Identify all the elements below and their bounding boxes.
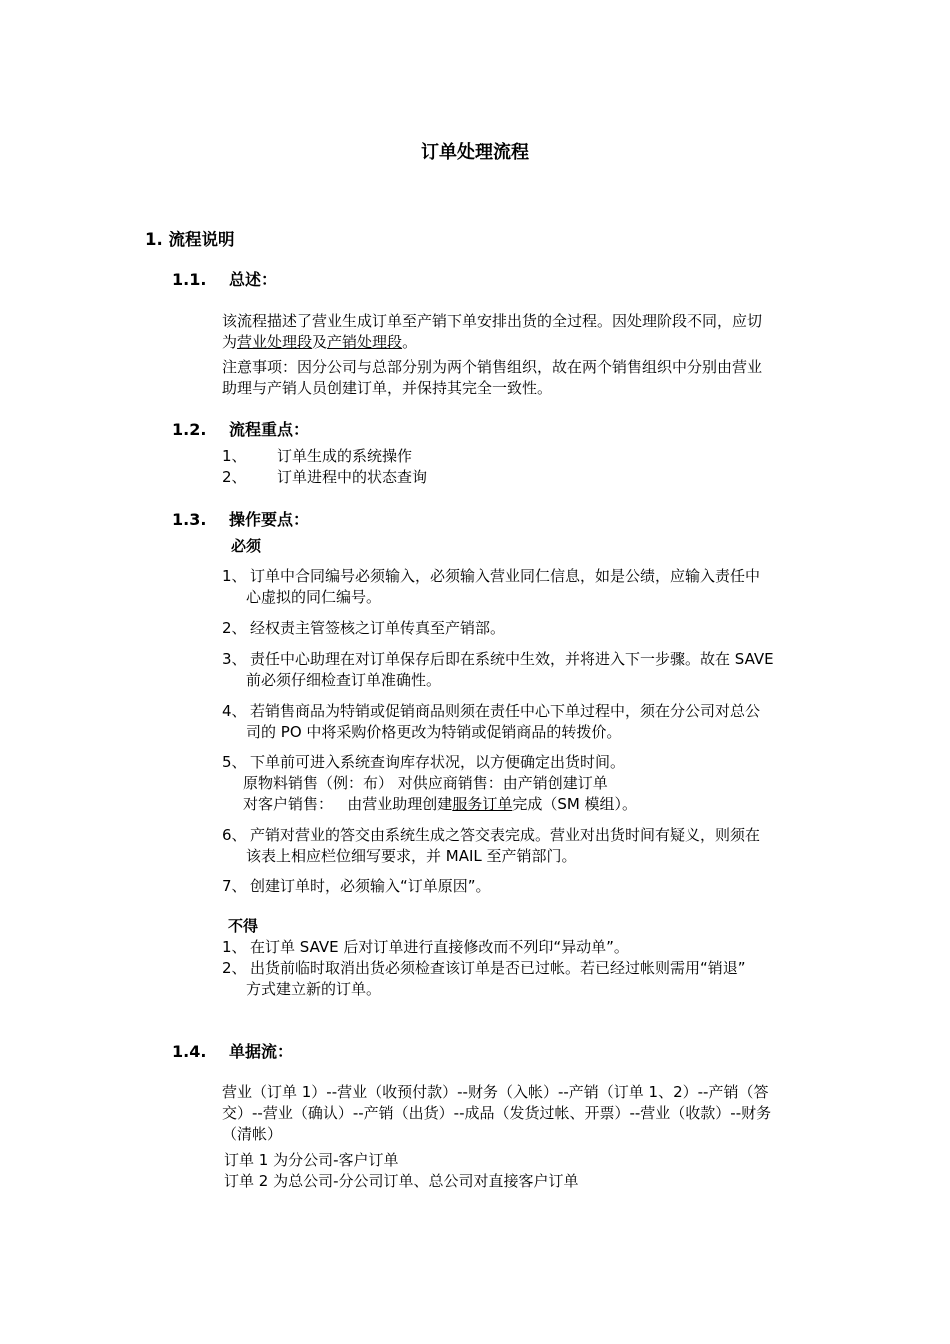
must-not-item-line: 在订单 SAVE 后对订单进行直接修改而不列印“异动单”。 bbox=[250, 938, 629, 956]
order-1-note: 订单 1 为分公司-客户订单 bbox=[224, 1151, 399, 1169]
must-item-line: 该表上相应栏位细写要求，并 MAIL 至产销部门。 bbox=[246, 847, 577, 865]
flow-line-1: 营业（订单 1）--营业（收预付款）--财务（入帐）--产销（订单 1、2）--产销（答 bbox=[222, 1083, 769, 1101]
key-point-number-2: 2、 bbox=[222, 468, 247, 486]
overview-end: 。 bbox=[402, 333, 418, 351]
overview-line-2 bbox=[222, 332, 417, 353]
subsection-title-document-flow: 单据流： bbox=[229, 1042, 294, 1061]
must-not-item-number: 2、 bbox=[222, 959, 247, 977]
must-item-number: 7、 bbox=[222, 877, 247, 895]
order-2-note: 订单 2 为总公司-分公司订单、总公司对直接客户订单 bbox=[224, 1172, 579, 1190]
customer-sales-prefix: 对客户销售： 由营业助理创建 bbox=[243, 795, 453, 813]
subsection-number-1-4: 1.4. bbox=[172, 1042, 207, 1061]
subsection-title-key-points: 流程重点： bbox=[229, 420, 310, 439]
must-item-number: 6、 bbox=[222, 826, 247, 844]
must-item-line: 产销对营业的答交由系统生成之答交表完成。营业对出货时间有疑义，则须在 bbox=[250, 826, 761, 844]
must-not-label: 不得 bbox=[228, 917, 259, 935]
must-not-item-line: 方式建立新的订单。 bbox=[246, 980, 382, 998]
must-item-number: 2、 bbox=[222, 619, 247, 637]
note-line-2: 助理与产销人员创建订单，并保持其完全一致性。 bbox=[222, 379, 553, 397]
must-not-item-line: 出货前临时取消出货必须检查该订单是否已过帐。若已经过帐则需用“销退” bbox=[250, 959, 746, 977]
raw-material-sales-line: 原物料销售（例：布） 对供应商销售：由产销创建订单 bbox=[243, 774, 608, 792]
sales-stage-link: 营业处理段 bbox=[237, 333, 313, 351]
flow-line-2: 交）--营业（确认）--产销（出货）--成品（发货过帐、开票）--营业（收款）--财务 bbox=[222, 1104, 772, 1122]
must-item-line: 责任中心助理在对订单保存后即在系统中生效，并将进入下一步骤。故在 SAVE bbox=[250, 650, 774, 668]
subsection-number-1-3: 1.3. bbox=[172, 510, 207, 529]
production-stage-link: 产销处理段 bbox=[327, 333, 403, 351]
must-not-item-number: 1、 bbox=[222, 938, 247, 956]
overview-prefix: 为 bbox=[222, 333, 238, 351]
must-item-number: 3、 bbox=[222, 650, 247, 668]
must-item-number: 1、 bbox=[222, 567, 247, 585]
must-item-line: 若销售商品为特销或促销商品则须在责任中心下单过程中，须在分公司对总公 bbox=[250, 702, 761, 720]
subsection-number-1-2: 1.2. bbox=[172, 420, 207, 439]
must-item-number: 4、 bbox=[222, 702, 247, 720]
subsection-number-1-1: 1.1. bbox=[172, 270, 207, 289]
must-item-line: 订单中合同编号必须输入，必须输入营业同仁信息，如是公绩，应输入责任中 bbox=[250, 567, 761, 585]
key-point-text-2: 订单进程中的状态查询 bbox=[277, 468, 428, 486]
flow-line-3: （清帐） bbox=[222, 1125, 283, 1143]
overview-conj: 及 bbox=[312, 333, 328, 351]
must-item-line: 下单前可进入系统查询库存状况，以方便确定出货时间。 bbox=[250, 753, 626, 771]
must-item-line: 前必须仔细检查订单准确性。 bbox=[246, 671, 442, 689]
key-point-number-1: 1、 bbox=[222, 447, 247, 465]
subsection-title-overview: 总述： bbox=[229, 270, 278, 289]
service-order-link: 服务订单 bbox=[452, 795, 513, 813]
customer-sales-suffix: 完成（SM 模组）。 bbox=[512, 795, 638, 813]
must-item-line: 司的 PO 中将采购价格更改为特销或促销商品的转拨价。 bbox=[246, 723, 622, 741]
page-title: 订单处理流程 bbox=[421, 142, 529, 163]
must-item-line: 创建订单时，必须输入“订单原因”。 bbox=[250, 877, 491, 895]
must-item-number: 5、 bbox=[222, 753, 247, 771]
must-label: 必须 bbox=[231, 537, 262, 555]
section-heading-1: 1. 流程说明 bbox=[145, 230, 235, 249]
subsection-title-operation-points: 操作要点： bbox=[229, 510, 310, 529]
note-line-1: 注意事项：因分公司与总部分别为两个销售组织，故在两个销售组织中分别由营业 bbox=[222, 358, 763, 376]
must-item-line: 心虚拟的同仁编号。 bbox=[246, 588, 382, 606]
key-point-text-1: 订单生成的系统操作 bbox=[277, 447, 413, 465]
customer-sales-line bbox=[243, 794, 637, 815]
overview-line-1: 该流程描述了营业生成订单至产销下单安排出货的全过程。因处理阶段不同，应切 bbox=[222, 312, 763, 330]
must-item-line: 经权责主管签核之订单传真至产销部。 bbox=[250, 619, 506, 637]
